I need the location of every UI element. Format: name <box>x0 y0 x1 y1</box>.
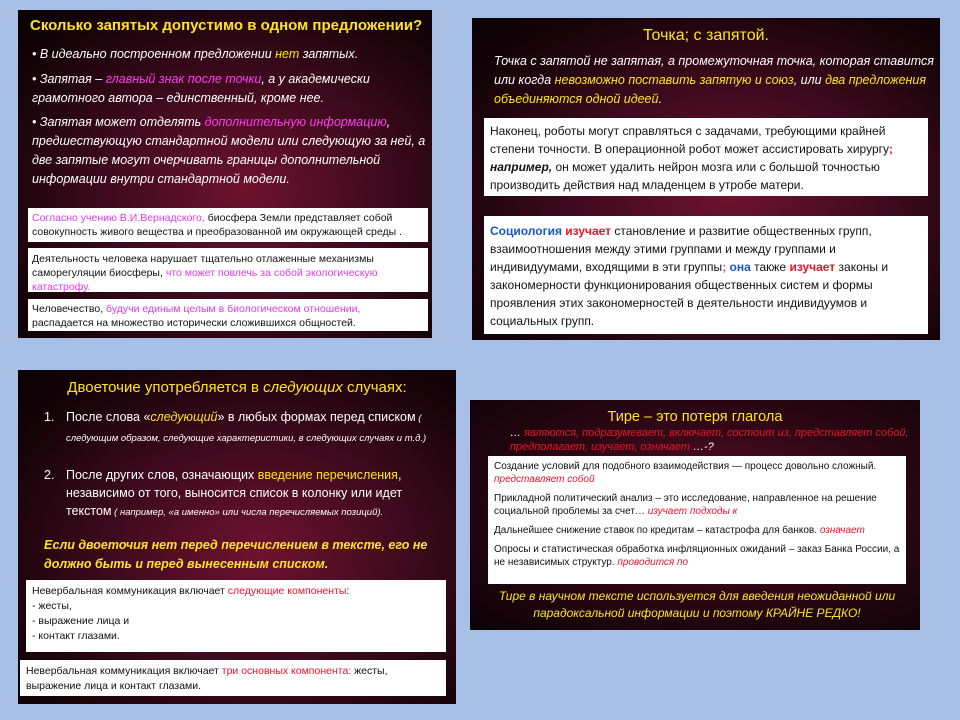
example-box-1: Наконец, роботы могут справляться с задачами, требующими крайней степени точности. В операционной робот может ассистировать хирургу; например, он может удалить нейрон мозга или с большой точностью производить действия над младенцем в утробе матери. <box>484 118 928 196</box>
slide-commas <box>18 10 432 338</box>
dash-example-4: Опросы и статистическая обработка инфляционных ожиданий – заказ Банка России, а не независимых структур. проводится по <box>494 544 900 568</box>
slide-dash-title: Тире – это потеря глагола <box>607 409 783 425</box>
dash-example-3: Дальнейшее снижение ставок по кредитам – катастрофа для банков. означает <box>494 525 865 536</box>
example-box-2: Невербальная коммуникация включает три основных компонента: жесты, выражение лица и контакт глазами. <box>20 660 446 696</box>
list-item-2: 2. После других слов, означающих введение перечисления, независимо от того, выносится список в колонку или идет текстом ( например, «а именно» или числа перечисляемых позиций). <box>44 468 403 518</box>
slide-colon <box>18 370 456 704</box>
slide-colon-title: Двоеточие употребляется в следующих случаях: <box>67 379 407 396</box>
bullet-3: • Запятая может отделять дополнительную информацию, предшествующую стандартной модели или следующую за ней, а две запятые могут очерчивать границы дополнительной информации внутри стандартной модели. <box>32 115 426 186</box>
bullet-2: • Запятая – главный знак после точки, а у академически грамотного автора – единственный, кроме нее. <box>32 72 370 105</box>
colon-note: Если двоеточия нет перед перечислением в тексте, его не должно быть и перед вынесенным списком. <box>44 538 428 571</box>
example-box-1: Невербальная коммуникация включает следующие компоненты: - жесты, - выражение лица и - контакт глазами. <box>26 580 446 652</box>
semicolon-intro: Точка с запятой не запятая, а промежуточная точка, которая ставится или когда невозможно поставить запятую и союз, или два предложения объединяются одной идеей. <box>494 54 934 106</box>
bullet-1: • В идеально построенном предложении нет запятых. <box>32 47 359 61</box>
dash-examples <box>488 456 906 584</box>
slide-commas-title: Сколько запятых допустимо в одном предложении? <box>30 17 423 34</box>
dash-example-1: Создание условий для подобного взаимодействия — процесс довольно сложный. представляет собой <box>494 461 877 485</box>
dash-example-2: Прикладной политический анализ – это исследование, направленное на решение социальной проблемы за счет… изучает подходы к <box>494 493 877 517</box>
example-box-1: Согласно учению В.И.Вернадского, биосфера Земли представляет собой совокупность живого вещества и преобразованной им окружающей среды . <box>28 208 428 242</box>
slide-dash <box>470 400 920 630</box>
list-item-1: 1. После слова «следующий» в любых формах перед списком ( следующим образом, следующие характеристики, в следующих случаях и т.д.) <box>44 410 427 444</box>
example-box-2: Деятельность человека нарушает тщательно отлаженные механизмы саморегуляции биосферы, что может повлечь за собой экологическую катастрофу. <box>28 248 428 292</box>
dash-verbs: … являются, подразумевает, включает, состоит из, представляет собой, предполагает, изучает, означает …-? <box>510 427 909 453</box>
dash-note: Тире в научном тексте используется для введения неожиданной или парадоксальной информации и поэтому КРАЙНЕ РЕДКО! <box>498 589 896 620</box>
example-box-2: Социология изучает становление и развитие общественных групп, взаимоотношения между этими группами и между группами и индивидуумами, входящими в эти группы; она также изучает законы и закономерности функционирования общественных систем и формы проявления этих закономерностей в деятельности индивидуумов и социальных групп. <box>484 216 928 334</box>
slide-semicolon-title: Точка; с запятой. <box>643 27 769 44</box>
example-box-3: Человечество, будучи единым целым в биологическом отношении, распадается на множество исторически сложившихся общностей. <box>28 299 428 331</box>
slide-semicolon <box>472 18 940 340</box>
